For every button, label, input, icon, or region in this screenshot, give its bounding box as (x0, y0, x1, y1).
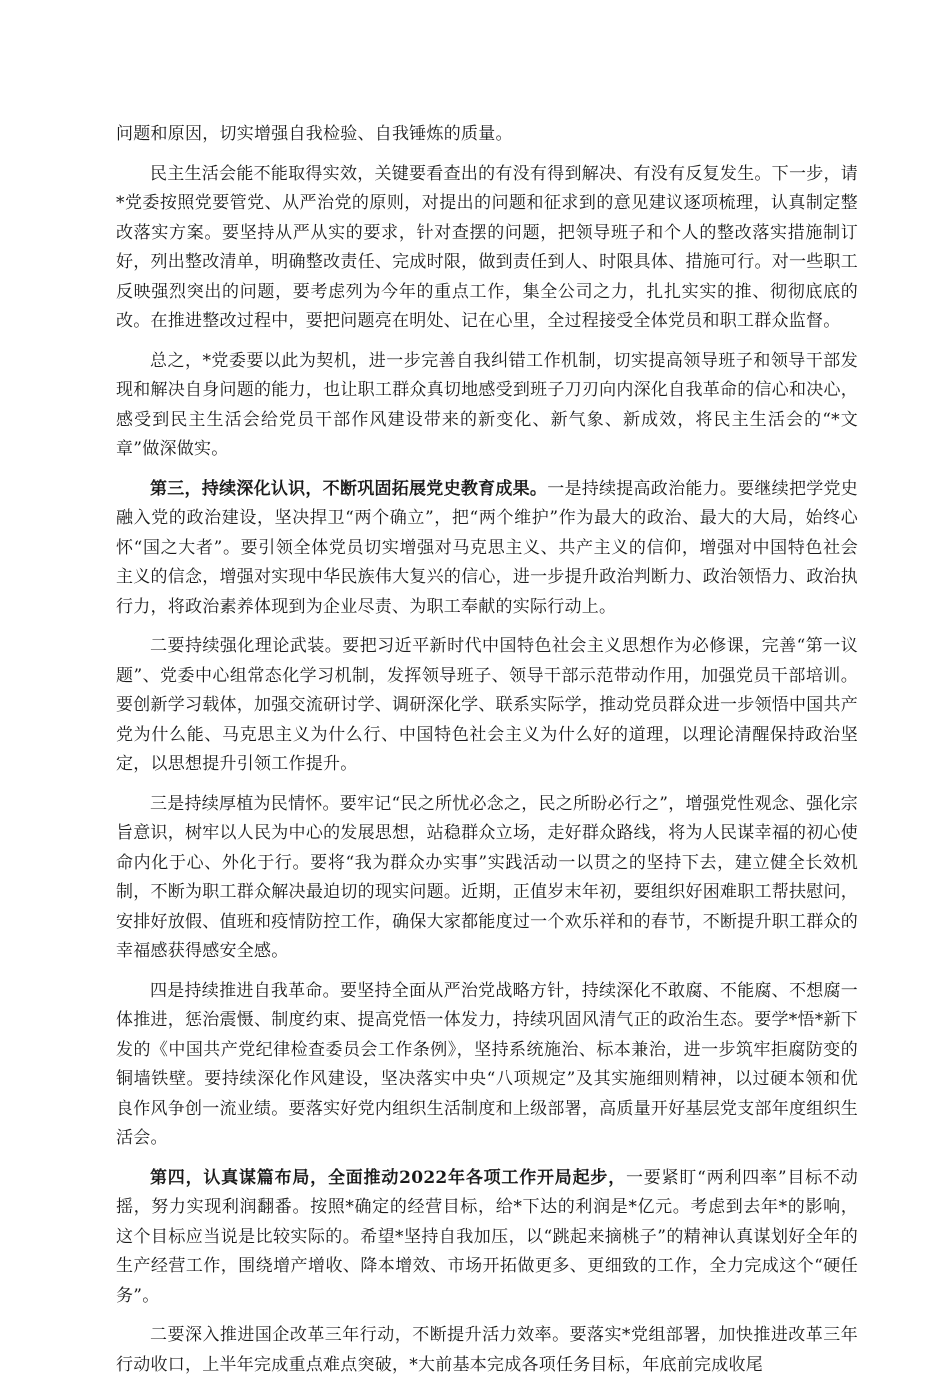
document-page (116, 120, 858, 1390)
section-heading: 第四，认真谋篇布局，全面推动2022年各项工作开局起步， (150, 1167, 626, 1188)
paragraph-text: 一是持续提高政治能力。要继续把学党史融入党的政治建设，坚决捍卫“两个确立”，把“两个维护”作为最大的政治、最大的大局，始终心怀“国之大者”。要引领全体党员切实增强对马克思主义、共产主义的信仰，增强对中国特色社会主义的信念，增强对实现中华民族伟大复兴的信心，进一步提升政治判断力、政治领悟力、政治执行力，将政治素养体现到为企业尽责、为职工奉献的实际行动上。 (116, 478, 859, 617)
paragraph (116, 475, 858, 623)
paragraph-text: 四是持续推进自我革命。要坚持全面从严治党战略方针，持续深化不敢腐、不能腐、不想腐一体推进，惩治震慑、制度约束、提高党悟一体发力，持续巩固风清气正的政治生态。要学*悟*新下发的《中国共产党纪律检查委员会工作条例》，坚持系统施治、标本兼治，进一步筑牢拒腐防变的铜墙铁壁。要持续深化作风建设，坚决落实中央“八项规定”及其实施细则精神，以过硬本领和优良作风争创一流业绩。要落实好党内组织生活制度和上级部署，高质量开好基层党支部年度组织生活会。 (116, 980, 858, 1148)
paragraph-text: 一要紧盯“两利四率”目标不动摇，努力实现利润翻番。按照*确定的经营目标，给*下达的利润是*亿元。考虑到去年*的影响，这个目标应当说是比较实际的。希望*坚持自我加压，以“跳起来摘桃子”的精神认真谋划好全年的生产经营工作，围绕增产增收、降本增效、市场开拓做更多、更细致的工作，全力完成这个“硬任务”。 (116, 1167, 858, 1306)
paragraph (116, 160, 858, 337)
paragraph (116, 1164, 858, 1312)
paragraph-text: 民主生活会能不能取得实效，关键要看查出的有没有得到解决、有没有反复发生。下一步，请*党委按照党要管党、从严治党的原则，对提出的问题和征求到的意见建议逐项梳理，认真制定整改落实方案。要坚持从严从实的要求，针对查摆的问题，把领导班子和个人的整改落实措施制订好，列出整改清单，明确整改责任、完成时限，做到责任到人、时限具体、措施可行。对一些职工反映强烈突出的问题，要考虑列为今年的重点工作，集全公司之力，扎扎实实的推、彻彻底底的改。在推进整改过程中，要把问题亮在明处、记在心里，全过程接受全体党员和职工群众监督。 (116, 163, 858, 331)
paragraph-text: 总之，*党委要以此为契机，进一步完善自我纠错工作机制，切实提高领导班子和领导干部发现和解决自身问题的能力，也让职工群众真切地感受到班子刀刃向内深化自我革命的信心和决心，感受到民主生活会给党员干部作风建设带来的新变化、新气象、新成效，将民主生活会的“*文章”做深做实。 (116, 350, 858, 459)
paragraph-text: 问题和原因，切实增强自我检验、自我锤炼的质量。 (116, 124, 513, 144)
paragraph (116, 977, 858, 1154)
paragraph-continuation (116, 120, 858, 150)
paragraph-text: 三是持续厚植为民情怀。要牢记“民之所忧必念之，民之所盼必行之”，增强党性观念、强化宗旨意识，树牢以人民为中心的发展思想，站稳群众立场，走好群众路线，将为人民谋幸福的初心使命内化于心、外化于行。要将“我为群众办实事”实践活动一以贯之的坚持下去，建立健全长效机制，不断为职工群众解决最迫切的现实问题。近期，正值岁末年初，要组织好困难职工帮扶慰问，安排好放假、值班和疫情防控工作，确保大家都能度过一个欢乐祥和的春节，不断提升职工群众的幸福感获得感安全感。 (116, 793, 858, 961)
paragraph-text: 二要持续强化理论武装。要把习近平新时代中国特色社会主义思想作为必修课，完善“第一议题”、党委中心组常态化学习机制，发挥领导班子、领导干部示范带动作用，加强党员干部培训。要创新学习载体，加强交流研讨学、调研深化学、联系实际学，推动党员群众进一步领悟中国共产党为什么能、马克思主义为什么行、中国特色社会主义为什么好的道理，以理论清醒保持政治坚定，以思想提升引领工作提升。 (116, 636, 858, 774)
paragraph (116, 632, 858, 780)
section-heading: 第三，持续深化认识，不断巩固拓展党史教育成果。 (150, 478, 548, 499)
paragraph-text: 二要深入推进国企改革三年行动，不断提升活力效率。要落实*党组部署，加快推进改革三年行动收口，上半年完成重点难点突破，*大前基本完成各项任务目标，年底前完成收尾 (116, 1325, 858, 1375)
paragraph (116, 790, 858, 967)
paragraph (116, 347, 858, 465)
paragraph (116, 1321, 858, 1380)
